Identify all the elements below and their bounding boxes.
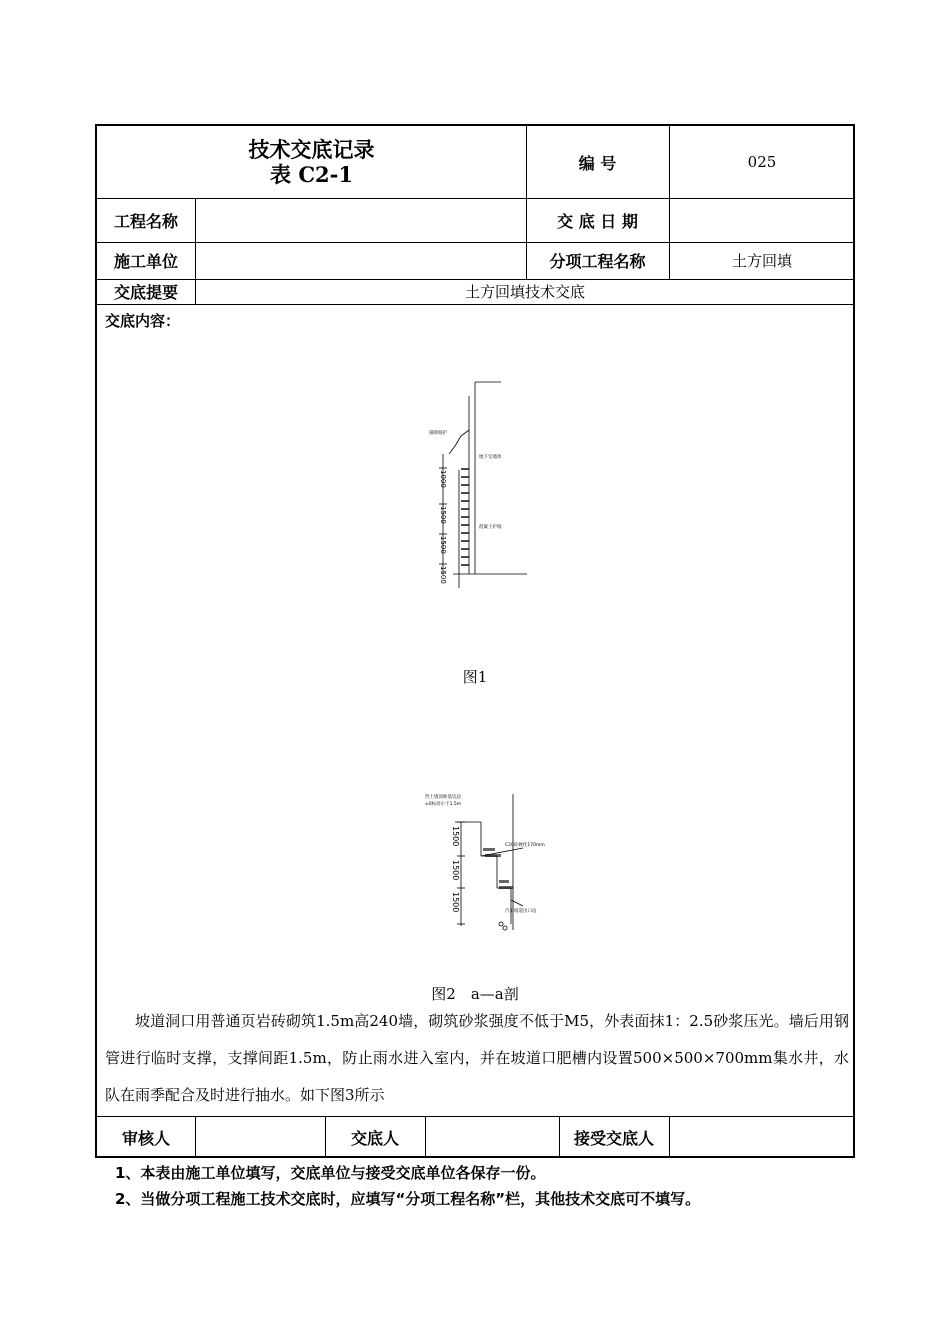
number-value[interactable]: 025 (747, 153, 777, 171)
figure-1-note: 地下室墙体 (479, 455, 502, 460)
figure-1-note: 锚喷坡护 (429, 431, 447, 436)
form-title-line1: 技术交底记录 (248, 137, 375, 162)
figure-2-note: 挡土墙顶距基坑边 (425, 795, 461, 800)
handover-person-field[interactable] (425, 1116, 559, 1158)
handover-date-field[interactable] (669, 198, 855, 242)
figure-1-dim: 1500 (439, 536, 447, 554)
figure-2-dim: 1500 (451, 826, 460, 847)
footnote-2: 2、当做分项工程施工技术交底时，应填写“分项工程名称”栏，其他技术交底可不填写。 (115, 1190, 701, 1208)
figure-1-dim: 1000 (439, 470, 447, 488)
figure-1-caption: 图1 (462, 668, 488, 686)
handover-date-label: 交 底 日 期 (557, 211, 638, 231)
number-label: 编 号 (578, 153, 617, 173)
figure-1-drawing (427, 376, 547, 596)
contractor-label: 施工单位 (113, 252, 178, 271)
content-paragraph: 坡道洞口用普通页岩砖砌筑1.5m高240墙，砌筑砂浆强度不低于M5，外表面抹1：2.5砂浆压光。墙后用钢管进行临时支撑，支撑间距1.5m，防止雨水进入室内，并在坡道口肥槽内设置500×500×700mm集水井，水队在雨季配合及时进行抽水。如下图3所示 (105, 1012, 849, 1104)
subproject-label: 分项工程名称 (549, 252, 646, 271)
reviewer-label: 审核人 (121, 1128, 170, 1148)
content-label: 交底内容： (105, 312, 181, 330)
figure-2-caption: 图2 a—a剖 (431, 985, 519, 1003)
handover-record-form (95, 124, 855, 1158)
figure-2-note: 汽车坡道出口边 (505, 909, 537, 914)
figure-2-drawing (419, 790, 545, 940)
figure-2-dim: 1500 (451, 860, 460, 881)
reviewer-field[interactable] (195, 1116, 325, 1158)
form-title (97, 126, 526, 198)
row-divider (97, 304, 853, 305)
summary-label: 交底提要 (113, 283, 178, 302)
contractor-field[interactable] (195, 242, 526, 279)
figure-1-note: 混凝土护坡 (479, 525, 502, 530)
project-name-label: 工程名称 (113, 211, 178, 231)
subproject-field[interactable]: 土方回填 (731, 252, 792, 270)
handover-person-label: 交底人 (350, 1128, 399, 1148)
figure-2-note: C20砼硬化170mm (505, 843, 545, 848)
footnote-1: 1、本表由施工单位填写，交底单位与接受交底单位各保存一份。 (115, 1164, 546, 1182)
figure-1-dim: 1500 (439, 506, 447, 524)
figure-2-dim: 1500 (451, 892, 460, 913)
summary-field[interactable]: 土方回填技术交底 (464, 283, 585, 301)
project-name-field[interactable] (195, 198, 526, 242)
receiver-field[interactable] (669, 1116, 855, 1158)
form-title-line2: 表 C2-1 (270, 162, 353, 187)
figure-1-dim: 1500 (439, 566, 447, 584)
receiver-label: 接受交底人 (573, 1128, 654, 1148)
figure-2-note: ±0标高小于1.5m (425, 802, 462, 807)
